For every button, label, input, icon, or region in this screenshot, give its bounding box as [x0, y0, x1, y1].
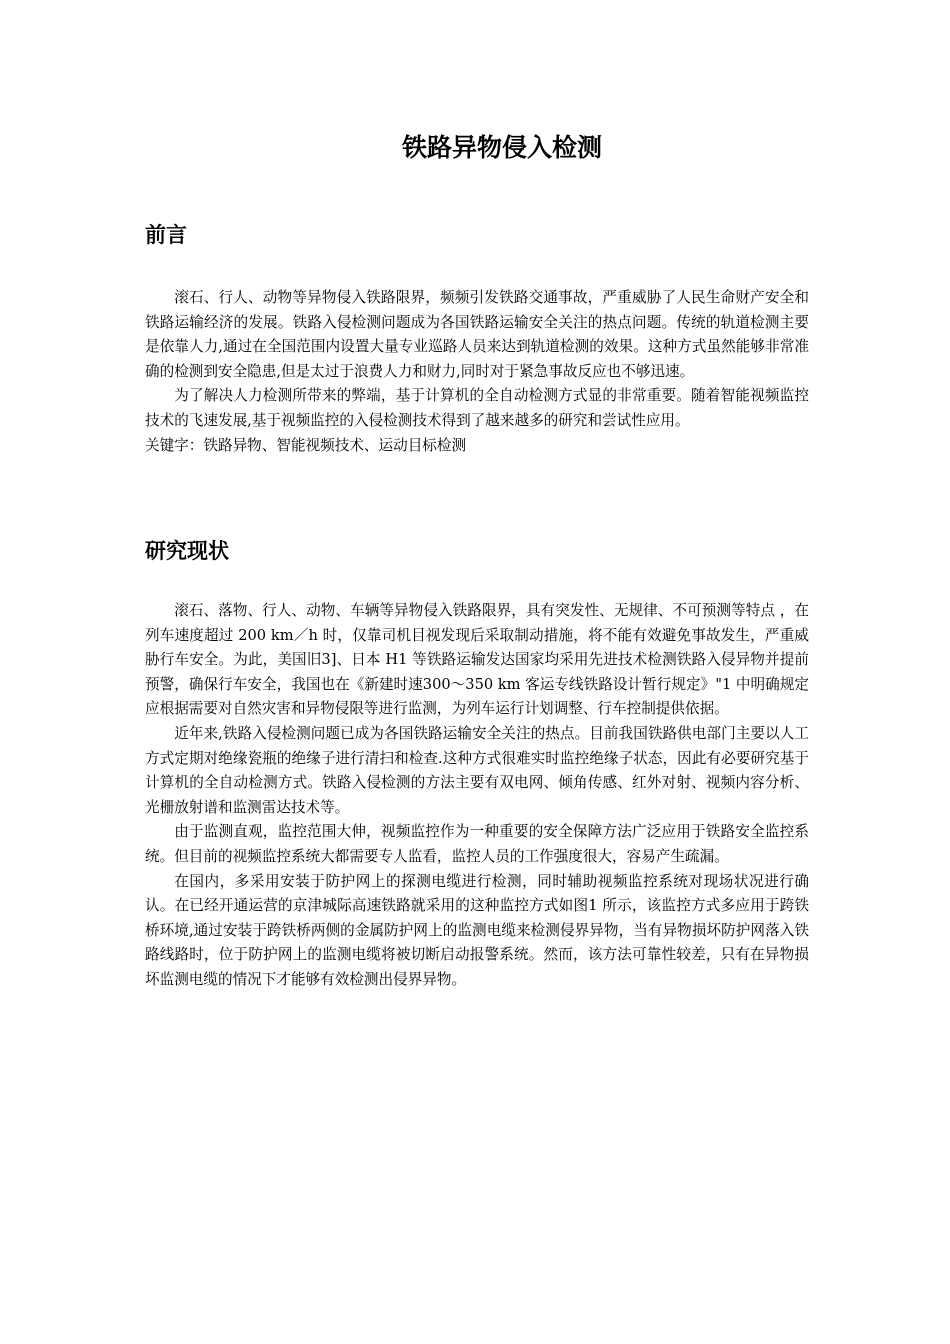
keywords-line: 关键字：铁路异物、智能视频技术、运动目标检测: [145, 436, 467, 454]
paragraph: 滚石、落物、行人、动物、车辆等异物侵入铁路限界，具有突发性、无规律、不可预测等特点 ，在列车速度超过 200 km／h 时，仅靠司机目视发现后采取制动措施，将不能有效避免事故发生，严重威胁行车安全。为此，美国旧3]、日本 H1 等铁路运输发达国家均采用先进技术检测铁路入侵异物并提前预警，确保行车安全，我国也在《新建时速300～350 km 客运专线铁路设计暂行规定》"1 中明确规定应根据需要对自然灾害和异物侵限等进行监测，为列车运行计划调整、行车控制提供依据。: [145, 602, 809, 718]
paragraph: 为了解决人力检测所带来的弊端，基于计算机的全自动检测方式显的非常重要。随着智能视频监控技术的飞速发展,基于视频监控的入侵检测技术得到了越来越多的研究和尝试性应用。: [145, 387, 809, 429]
document-title: 铁路异物侵入检测: [401, 133, 602, 162]
paragraph: 在国内，多采用安装于防护网上的探测电缆进行检测，同时辅助视频监控系统对现场状况进行确认。在已经开通运营的京津城际高速铁路就采用的这种监控方式如图1 所示，该监控方式多应用于跨铁桥环境,通过安装于跨铁桥两侧的金属防护网上的监测电缆来检测侵界异物，当有异物损坏防护网落入铁路线路时，位于防护网上的监测电缆将被切断启动报警系统。然而，该方法可靠性较差，只有在异物损坏监测电缆的情况下才能够有效检测出侵界异物。: [145, 872, 809, 988]
paragraph: 由于监测直观，监控范围大伸，视频监控作为一种重要的安全保障方法广泛应用于铁路安全监控系统。但目前的视频监控系统大都需要专人监看，监控人员的工作强度很大，容易产生疏漏。: [145, 823, 809, 865]
section-heading-research-status: 研究现状: [145, 539, 229, 563]
section-body-research-status: [145, 599, 809, 993]
paragraph: 滚石、行人、动物等异物侵入铁路限界，频频引发铁路交通事故，严重威胁了人民生命财产安全和铁路运输经济的发展。铁路入侵检测问题成为各国铁路运输安全关注的热点问题。传统的轨道检测主要是依靠人力,通过在全国范围内设置大量专业巡路人员来达到轨道检测的效果。这种方式虽然能够非常准确的检测到安全隐患,但是太过于浪费人力和财力,同时对于紧急事故反应也不够迅速。: [145, 289, 809, 380]
section-heading-preface: 前言: [145, 223, 187, 247]
paragraph: 近年来,铁路入侵检测问题已成为各国铁路运输安全关注的热点。目前我国铁路供电部门主要以人工方式定期对绝缘瓷瓶的绝缘子进行清扫和检查.这种方式很难实时监控绝缘子状态，因此有必要研究基于计算机的全自动检测方式。铁路入侵检测的方法主要有双电网、倾角传感、红外对射、视频内容分析、光栅放射谱和监测雷达技术等。: [145, 724, 809, 816]
section-body-preface: [145, 286, 809, 458]
